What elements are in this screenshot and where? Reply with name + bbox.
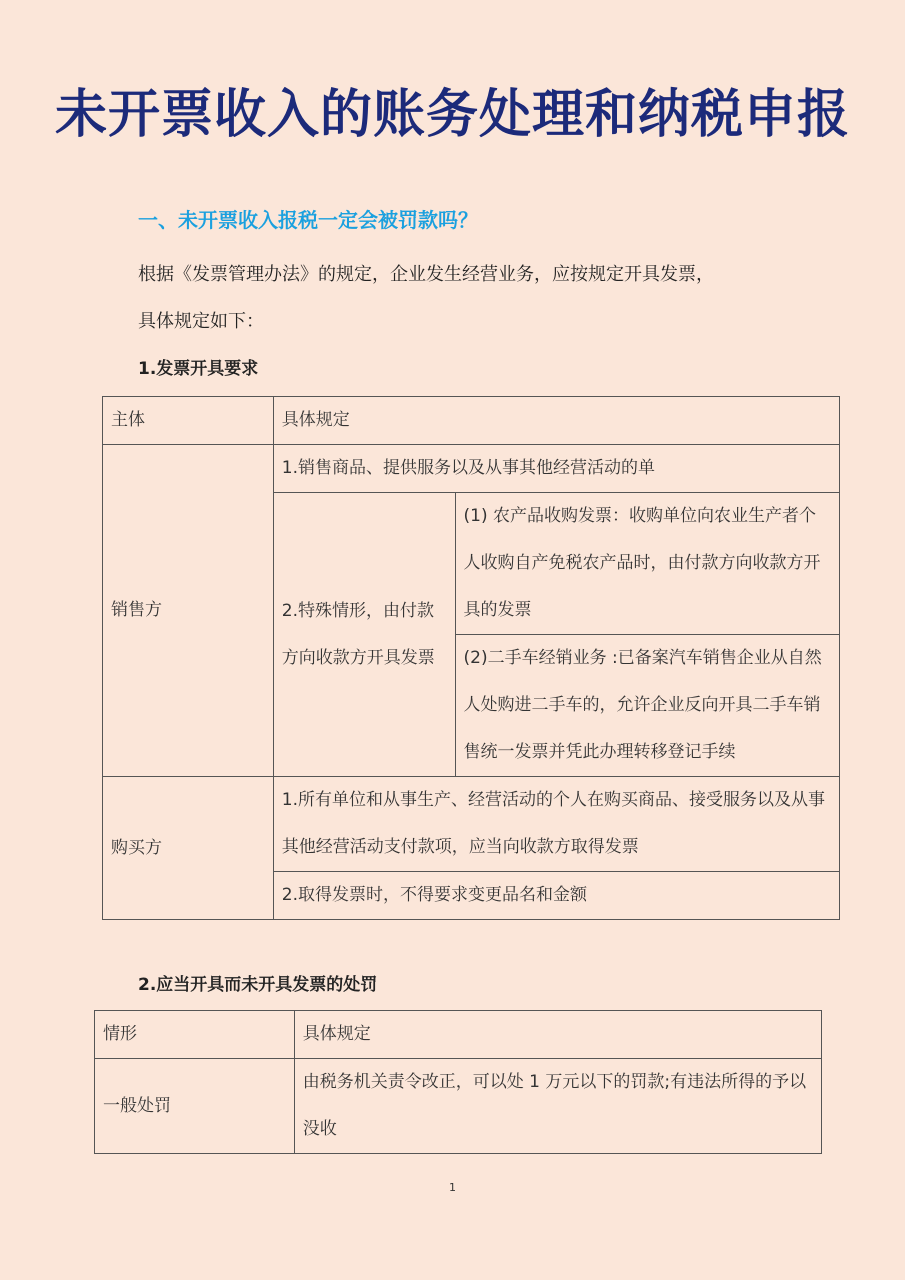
header-cell-rules: 具体规定 <box>294 1011 821 1059</box>
seller-label: 销售方 <box>103 445 274 777</box>
seller-rule-2a: (1) 农产品收购发票：收购单位向农业生产者个人收购自产免税农产品时，由付款方向收款方开具的发票 <box>455 493 839 635</box>
seller-rule-2-label: 2.特殊情形，由付款方向收款方开具发票 <box>273 493 455 777</box>
table-header-row <box>103 397 840 445</box>
table-row <box>103 777 840 872</box>
table-row <box>95 1059 822 1154</box>
document-title: 未开票收入的账务处理和纳税申报 <box>54 85 850 145</box>
page-number: 1 <box>449 1181 456 1194</box>
seller-rule-2b: (2)二手车经销业务 :已备案汽车销售企业从自然人处购进二手车的，允许企业反向开具二手车销售统一发票并凭此办理转移登记手续 <box>455 635 839 777</box>
table-header-row <box>95 1011 822 1059</box>
table1-heading: 1.发票开具要求 <box>138 359 259 379</box>
general-penalty-label: 一般处罚 <box>95 1059 295 1154</box>
penalty-table <box>94 1010 822 1154</box>
general-penalty-rule: 由税务机关责令改正，可以处 1 万元以下的罚款;有违法所得的予以没收 <box>294 1059 821 1154</box>
table2-heading: 2.应当开具而未开具发票的处罚 <box>138 975 378 995</box>
invoice-requirements-table <box>102 396 840 920</box>
buyer-label: 购买方 <box>103 777 274 920</box>
header-cell-rules: 具体规定 <box>273 397 839 445</box>
header-cell-subject: 主体 <box>103 397 274 445</box>
buyer-rule-1: 1.所有单位和从事生产、经营活动的个人在购买商品、接受服务以及从事其他经营活动支付款项，应当向收款方取得发票 <box>273 777 839 872</box>
intro-paragraph: 根据《发票管理办法》的规定，企业发生经营业务，应按规定开具发票， <box>138 264 714 285</box>
section-heading: 一、未开票收入报税一定会被罚款吗？ <box>138 208 478 232</box>
header-cell-situation: 情形 <box>95 1011 295 1059</box>
intro-paragraph-continued: 具体规定如下： <box>138 311 264 332</box>
seller-rule-1: 1.销售商品、提供服务以及从事其他经营活动的单 <box>273 445 839 493</box>
buyer-rule-2: 2.取得发票时，不得要求变更品名和金额 <box>273 872 839 920</box>
table-row <box>103 445 840 493</box>
